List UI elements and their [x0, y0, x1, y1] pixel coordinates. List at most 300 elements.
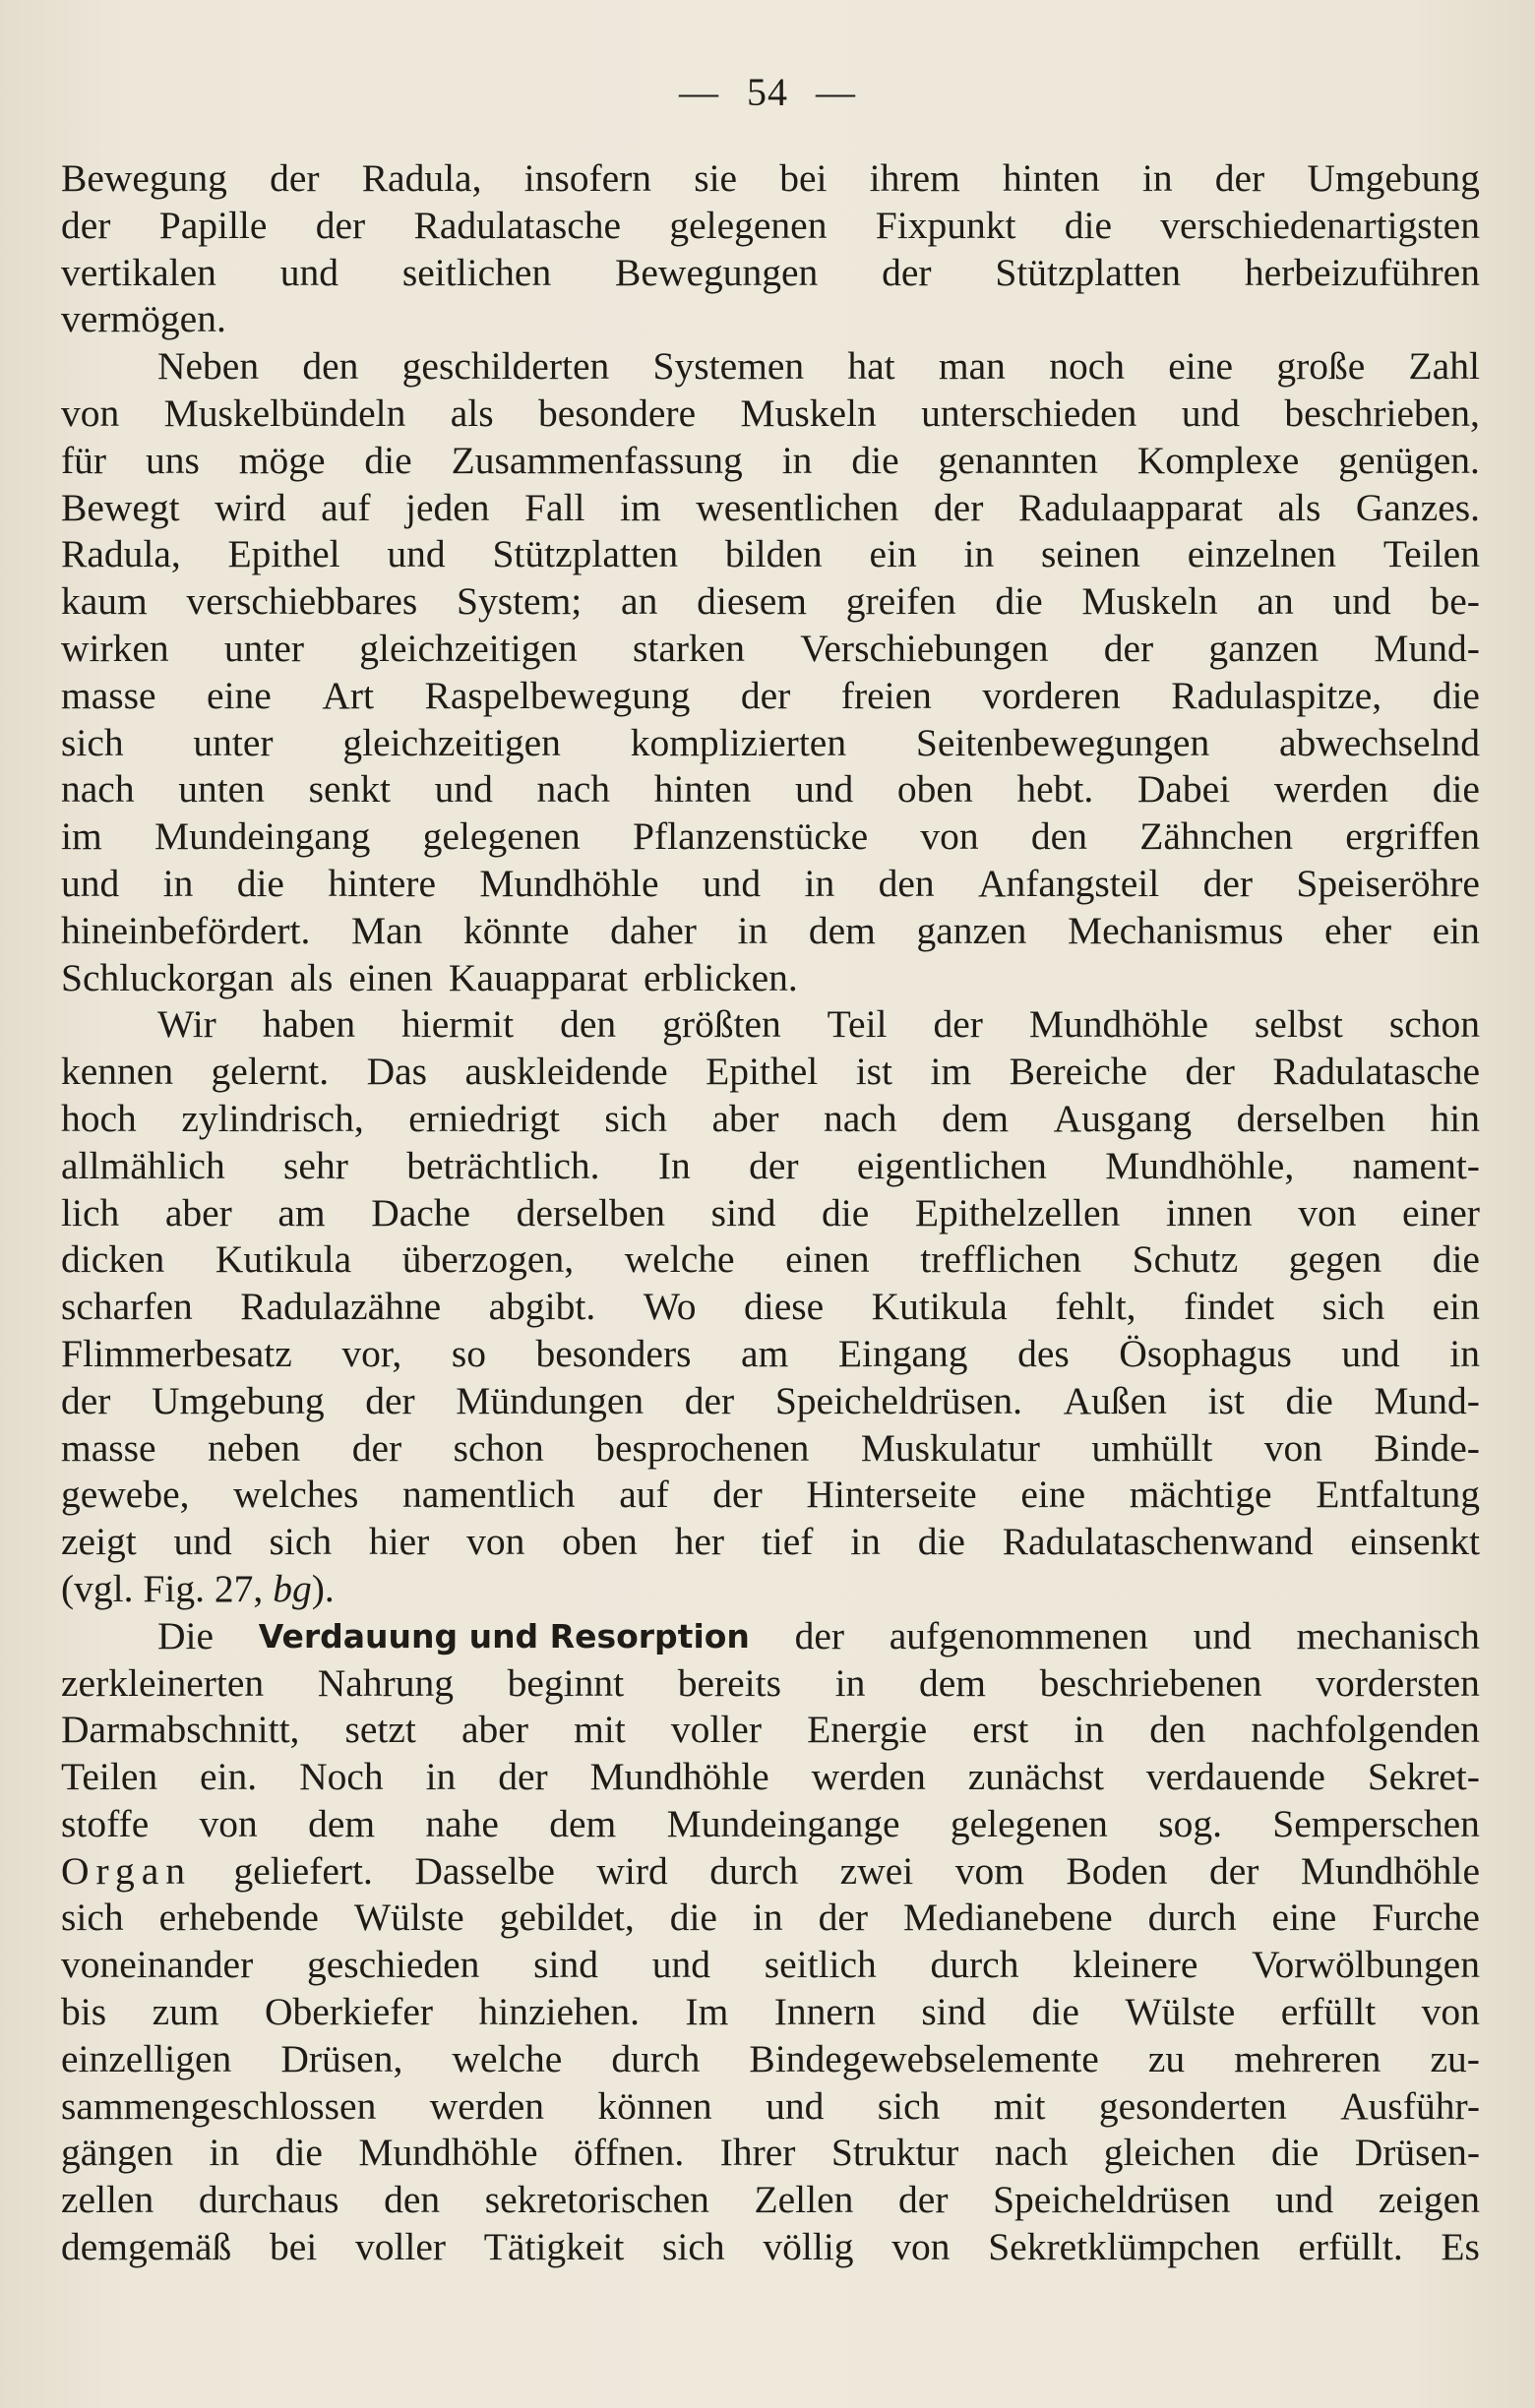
word: Struktur	[830, 2131, 959, 2175]
word: und	[279, 250, 339, 294]
word: Entfaltung	[1316, 1473, 1480, 1517]
word: hineinbefördert.	[61, 908, 311, 952]
text-line	[61, 1049, 1480, 1096]
word: besondere	[537, 391, 697, 435]
word: Radula,	[361, 156, 482, 200]
word: die	[236, 861, 284, 905]
word: die	[1432, 1237, 1480, 1282]
word: größten	[662, 1002, 781, 1047]
word: am	[741, 1331, 789, 1375]
word: der	[365, 1378, 415, 1422]
text-line	[61, 1190, 1480, 1237]
word: Muskulatur	[860, 1425, 1040, 1470]
word: nach	[536, 767, 611, 812]
word: derselben	[1236, 1096, 1385, 1140]
text-line	[61, 861, 1480, 908]
word: könnte	[463, 908, 570, 952]
word: Mündungen	[456, 1378, 645, 1422]
word: zeigen	[1378, 2178, 1480, 2222]
word: unterschieden	[921, 391, 1137, 435]
word: Ösophagus	[1119, 1331, 1292, 1375]
word: oben	[896, 767, 973, 812]
text-line	[61, 1707, 1480, 1754]
word: an	[621, 579, 658, 624]
word: aber	[164, 1190, 232, 1234]
word: und	[61, 861, 120, 905]
word: Mundeingang	[154, 814, 371, 859]
word: Kauapparat	[448, 955, 628, 999]
word: mechanisch	[1296, 1613, 1480, 1657]
word: Radulataschenwand	[1002, 1520, 1314, 1564]
word: aber	[711, 1096, 779, 1140]
text-line	[61, 1378, 1480, 1425]
word: tief	[761, 1520, 814, 1564]
word: Binde-	[1374, 1425, 1480, 1470]
word: geschieden	[306, 1943, 480, 1987]
word: Wülste	[1125, 1990, 1236, 2034]
word: seinen	[1041, 532, 1140, 576]
text-line	[61, 1236, 1480, 1284]
text-line	[61, 1754, 1480, 1801]
word: Medianebene	[902, 1896, 1113, 1940]
word: die	[275, 2131, 323, 2175]
word: einen	[348, 955, 433, 999]
word: völlig	[763, 2225, 854, 2269]
word: Neben	[157, 344, 260, 389]
word: Seitenbewegungen	[915, 720, 1210, 764]
word: Papille	[158, 203, 268, 247]
word: hinten	[1002, 156, 1100, 200]
word: die	[822, 1190, 870, 1234]
word: Boden	[1066, 1848, 1168, 1893]
word: zu-	[1430, 2036, 1480, 2080]
word: wird	[215, 485, 286, 529]
word: Energie	[807, 1708, 928, 1752]
word: oben	[562, 1520, 638, 1564]
word: nach	[994, 2131, 1069, 2175]
word: Nahrung	[317, 1660, 454, 1705]
word: der	[818, 1896, 869, 1940]
text-line	[61, 2224, 1480, 2271]
word: eine	[1271, 1896, 1337, 1940]
word: dem	[549, 1801, 617, 1845]
word: Radulazähne	[240, 1285, 442, 1329]
word: im	[620, 485, 661, 529]
word: hintere	[328, 861, 436, 905]
word: genügen.	[1338, 438, 1480, 482]
word: die	[851, 438, 899, 482]
word: einen	[785, 1237, 870, 1282]
word: und	[766, 2083, 825, 2128]
word: in	[737, 908, 768, 952]
word: Radula,	[61, 532, 181, 576]
word: voller	[354, 2225, 447, 2269]
text-line	[61, 155, 1480, 203]
word: dem	[808, 908, 876, 952]
word: demgemäß	[61, 2225, 232, 2269]
word: und	[1341, 1331, 1400, 1375]
word: Mundhöhle	[358, 2131, 538, 2175]
word: die	[1064, 203, 1112, 247]
word: der	[712, 1473, 763, 1517]
word: der	[315, 203, 366, 247]
italic-abbreviation: bg	[273, 1566, 312, 1610]
word: Speicheldrüsen.	[774, 1378, 1023, 1422]
word: durchaus	[198, 2178, 339, 2222]
text-line	[61, 1848, 1480, 1896]
word: und	[651, 1943, 710, 1987]
word: Speiseröhre	[1296, 861, 1480, 905]
word: diesem	[697, 579, 807, 624]
word: der	[740, 673, 791, 717]
word: sich	[61, 1896, 124, 1940]
word: Stützplatten	[492, 532, 679, 576]
word: in	[1074, 1708, 1105, 1752]
word: stoffe	[61, 1801, 150, 1845]
word: die	[1432, 673, 1480, 717]
word: Muskelbündeln	[163, 391, 406, 435]
word: zerkleinerten	[61, 1660, 265, 1705]
word: Dasselbe	[414, 1848, 555, 1893]
word: Teilen	[1382, 532, 1480, 576]
word: Stützplatten	[995, 250, 1182, 294]
word: Mundhöhle	[1300, 1848, 1480, 1893]
text-line	[61, 1942, 1480, 1989]
word: ergriffen	[1345, 814, 1480, 859]
word: masse	[61, 673, 156, 717]
word: sich	[61, 720, 124, 764]
word: sind	[533, 1943, 599, 1987]
word: Muskeln	[740, 391, 877, 435]
word: Verschiebungen	[800, 626, 1049, 670]
word: in	[834, 1660, 866, 1705]
word: nament-	[1352, 1143, 1480, 1187]
word: geliefert.	[233, 1848, 373, 1893]
word: dem	[942, 1096, 1010, 1140]
text-line	[61, 2130, 1480, 2177]
word: trefflichen	[920, 1237, 1082, 1282]
word: ihrem	[869, 156, 960, 200]
word: findet	[1183, 1285, 1275, 1329]
word: die	[1271, 2131, 1320, 2175]
word: hin	[1430, 1096, 1480, 1140]
word: nach	[61, 767, 135, 812]
text-line	[61, 250, 1480, 297]
text-line	[61, 438, 1480, 485]
word: Wülste	[353, 1896, 464, 1940]
word: kleinere	[1073, 1943, 1198, 1987]
word: Mundeingange	[666, 1801, 900, 1845]
page-number	[0, 69, 1535, 115]
word: Mechanismus	[1067, 908, 1284, 952]
word: der	[749, 1143, 799, 1187]
word: werden	[811, 1755, 926, 1799]
word: umhüllt	[1091, 1425, 1213, 1470]
word: gleichen	[1103, 2131, 1236, 2175]
text-line	[61, 1096, 1480, 1143]
text-line	[61, 531, 1480, 578]
word: sich	[662, 2225, 725, 2269]
word: derselben	[516, 1190, 666, 1234]
word: sind	[921, 1990, 987, 2034]
word: und	[387, 532, 446, 576]
word: zellen	[61, 2178, 154, 2222]
word: mächtige	[1129, 1473, 1272, 1517]
word: Mundhöhle,	[1105, 1143, 1295, 1187]
word: der	[882, 250, 932, 294]
word: dem	[919, 1660, 987, 1705]
word: zunächst	[967, 1755, 1104, 1799]
word: der	[898, 2178, 949, 2222]
word: nach	[824, 1096, 897, 1140]
word: Mundhöhle	[1028, 1002, 1208, 1047]
word: seitlich	[764, 1943, 877, 1987]
word: gelegenen	[669, 203, 828, 247]
word: vom	[954, 1848, 1024, 1893]
word: Oberkiefer	[265, 1990, 434, 2034]
word: beginnt	[507, 1660, 625, 1705]
word: so	[451, 1331, 486, 1375]
word: freien	[840, 673, 932, 717]
word: sekretorischen	[484, 2178, 709, 2222]
word: Furche	[1372, 1896, 1480, 1940]
word: System;	[456, 579, 583, 624]
word: welches	[233, 1473, 359, 1517]
word: erfüllt.	[1298, 2225, 1403, 2269]
word: und	[795, 767, 854, 812]
word: und	[1332, 579, 1391, 624]
text-line	[61, 673, 1480, 720]
word: auskleidende	[464, 1050, 668, 1094]
word: welche	[452, 2036, 563, 2080]
word: wirken	[61, 626, 169, 670]
word: Dache	[371, 1190, 471, 1234]
word: masse	[61, 1425, 156, 1470]
text-line	[61, 1472, 1480, 1519]
word: besonders	[535, 1331, 692, 1375]
text-line	[61, 908, 1480, 955]
word: der	[270, 156, 320, 200]
word: durch	[709, 1848, 799, 1893]
word: der	[351, 1425, 402, 1470]
word: hiermit	[401, 1002, 515, 1047]
word: hinziehen.	[478, 1990, 640, 2034]
word: komplizierten	[630, 720, 847, 764]
text-line	[61, 296, 1480, 343]
word: Pflanzenstücke	[633, 814, 869, 859]
word: Schluckorgan	[61, 955, 275, 999]
word: unten	[178, 767, 265, 812]
word: starken	[632, 626, 746, 670]
word: den	[878, 861, 935, 905]
word: allmählich	[61, 1143, 225, 1187]
word: sog.	[1158, 1801, 1222, 1845]
word: Teilen	[61, 1755, 158, 1799]
word: der	[1214, 156, 1265, 200]
text-line	[61, 343, 1480, 391]
word: hoch	[61, 1096, 137, 1140]
word: bilden	[724, 532, 823, 576]
text-line	[61, 1425, 1480, 1473]
word: am	[277, 1190, 326, 1234]
word: insofern	[523, 156, 652, 200]
word: eine	[1020, 1473, 1086, 1517]
word: Drüsen-	[1354, 2131, 1480, 2175]
word: bis	[61, 1990, 107, 2034]
word: voller	[670, 1708, 762, 1752]
word: Darmabschnitt,	[61, 1708, 300, 1752]
word: aufgenommenen	[889, 1613, 1148, 1657]
word: eine	[207, 673, 272, 717]
text-line	[61, 1331, 1480, 1378]
word: Zahl	[1408, 344, 1480, 389]
word: Ganzes.	[1355, 485, 1480, 529]
word: verschiedenartigsten	[1160, 203, 1480, 247]
word: Epithel	[227, 532, 340, 576]
word: vordersten	[1316, 1660, 1480, 1705]
word: für	[61, 438, 107, 482]
word: Radulaapparat	[1017, 485, 1243, 529]
bold-term-digestion: Verdauung und Resorption	[258, 1616, 750, 1656]
word: ganzen	[916, 908, 1027, 952]
word: uns	[145, 438, 200, 482]
word: gegen	[1288, 1237, 1382, 1282]
word: in	[1141, 156, 1173, 200]
word: dem	[308, 1801, 376, 1845]
word: beträchtlich.	[406, 1143, 600, 1187]
word: Zähnchen	[1139, 814, 1293, 859]
text-line	[61, 2177, 1480, 2224]
word: Zusammenfassung	[451, 438, 743, 482]
word: schon	[1388, 1002, 1480, 1047]
word: eigentlichen	[856, 1143, 1047, 1187]
word: gebildet,	[499, 1896, 635, 1940]
word: selbst	[1254, 1002, 1343, 1047]
word: gelernt.	[211, 1050, 330, 1094]
word: noch	[1049, 344, 1125, 389]
word: senkt	[308, 767, 391, 812]
word: durch	[930, 1943, 1019, 1987]
word: erniedrigt	[408, 1096, 560, 1140]
word: haben	[262, 1002, 356, 1047]
word: bei	[269, 2225, 318, 2269]
word: beschriebenen	[1039, 1660, 1262, 1705]
word: der	[933, 485, 984, 529]
word: werden	[429, 2083, 544, 2128]
paragraph-mouth-cavity	[61, 1001, 1480, 1566]
word: von	[891, 2225, 951, 2269]
word: unter	[223, 626, 305, 670]
word: sich	[604, 1096, 667, 1140]
word: vor,	[341, 1331, 402, 1375]
word: Ihrer	[719, 2131, 796, 2175]
word: in	[850, 1520, 881, 1564]
word: Mundhöhle	[479, 861, 659, 905]
text-line	[61, 1143, 1480, 1190]
word: zylindrisch,	[181, 1096, 364, 1140]
word: Systemen	[652, 344, 805, 389]
word: der	[61, 1378, 111, 1422]
word: erst	[972, 1708, 1029, 1752]
word: beschrieben,	[1284, 391, 1480, 435]
text-line	[61, 720, 1480, 767]
word: ein	[1432, 908, 1480, 952]
word: Vorwölbungen	[1252, 1943, 1480, 1987]
word: in	[1449, 1331, 1480, 1375]
word: Raspelbewegung	[424, 673, 691, 717]
word: be-	[1430, 579, 1480, 624]
word: genannten	[938, 438, 1098, 482]
word: die	[1285, 1378, 1333, 1422]
word: und	[1275, 2178, 1334, 2222]
word: eher	[1324, 908, 1391, 952]
word: Ausgang	[1053, 1096, 1193, 1140]
word: Im	[685, 1990, 729, 2034]
word: Kutikula	[871, 1285, 1008, 1329]
word: gängen	[61, 2131, 174, 2175]
word: gesonderten	[1098, 2083, 1287, 2128]
word: von	[1298, 1190, 1357, 1234]
text-line	[61, 1895, 1480, 1942]
word: Mund-	[1374, 1378, 1480, 1422]
word: der	[933, 1002, 983, 1047]
word: herbeizuführen	[1244, 250, 1480, 294]
word: Noch	[299, 1755, 384, 1799]
text-line	[61, 1001, 1480, 1049]
paragraph-digestion-continued	[61, 1895, 1480, 2270]
word: sie	[694, 156, 738, 200]
word: nachfolgenden	[1251, 1708, 1480, 1752]
text-line	[61, 813, 1480, 861]
word: und	[173, 1520, 232, 1564]
word: Speicheldrüsen	[993, 2178, 1231, 2222]
word: mehreren	[1234, 2036, 1382, 2080]
word: diese	[744, 1285, 825, 1329]
word: sich	[877, 2083, 941, 2128]
word: einsenkt	[1350, 1520, 1480, 1564]
word: Flimmerbesatz	[61, 1331, 292, 1375]
word: kaum	[61, 579, 148, 624]
word: welche	[624, 1237, 735, 1282]
word: gelegenen	[950, 1801, 1108, 1845]
word: verschiebbares	[186, 579, 418, 624]
word: von	[199, 1801, 258, 1845]
text-line	[61, 203, 1480, 250]
word: ist	[855, 1050, 893, 1094]
word: als	[289, 955, 334, 999]
word: und	[1193, 1613, 1252, 1657]
word: den	[1030, 814, 1087, 859]
word: besprochenen	[595, 1425, 810, 1470]
word: der	[794, 1613, 845, 1657]
word: Innern	[773, 1990, 876, 2034]
word: wesentlichen	[696, 485, 899, 529]
word: zeigt	[61, 1520, 137, 1564]
word: der	[684, 1378, 735, 1422]
word: sich	[1321, 1285, 1385, 1329]
word: in	[752, 1896, 783, 1940]
text-line	[61, 626, 1480, 673]
word: und	[434, 767, 493, 812]
word: auf	[619, 1473, 669, 1517]
word: Bindegewebselemente	[749, 2036, 1099, 2080]
word: Bereiche	[1009, 1050, 1148, 1094]
word: im	[61, 814, 102, 859]
text-line	[61, 2083, 1480, 2131]
dash-left: —	[679, 70, 719, 114]
word: Dabei	[1136, 767, 1231, 812]
text-line	[61, 2036, 1480, 2083]
